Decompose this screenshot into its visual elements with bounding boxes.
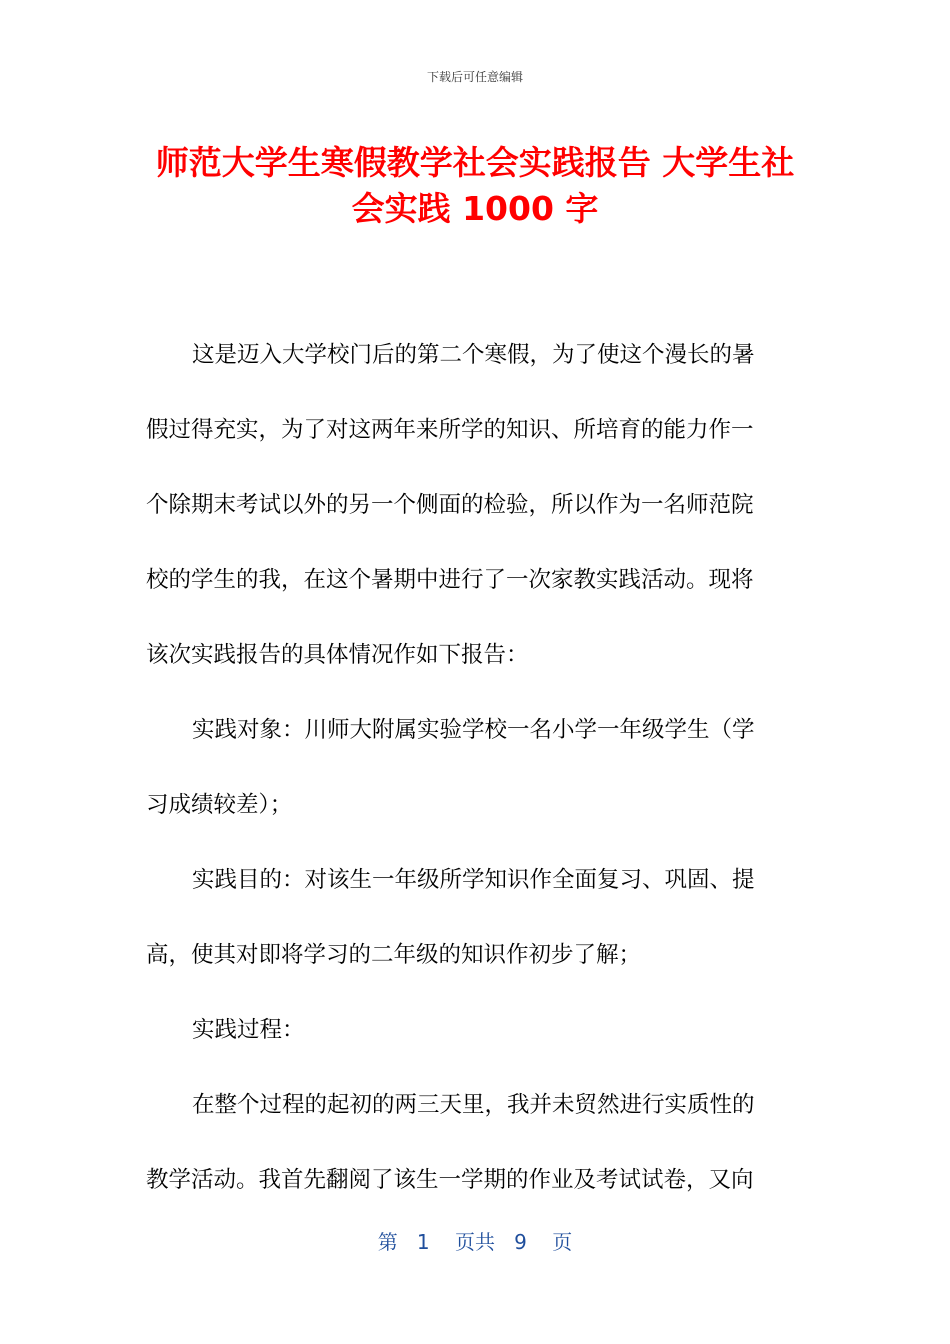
body-text [146,318,792,1218]
body-line: 校的学生的我，在这个暑期中进行了一次家教实践活动。现将 [146,567,754,593]
body-line: 在整个过程的起初的两三天里，我并未贸然进行实质性的 [192,1092,755,1118]
body-line: 习成绩较差）； [146,792,293,818]
body-line: 假过得充实，为了对这两年来所学的知识、所培育的能力作一 [146,417,754,443]
body-line: 实践过程： [192,1017,305,1043]
body-line: 高，使其对即将学习的二年级的知识作初步了解； [146,942,642,968]
title-line-2: 会实践 1000 字 [351,189,599,228]
footer-middle: 页共 [455,1230,495,1254]
body-line: 该次实践报告的具体情况作如下报告： [146,642,529,668]
body-line: 这是迈入大学校门后的第二个寒假，为了使这个漫长的暑 [192,342,755,368]
footer-prefix: 第 [377,1230,398,1254]
title-line-1: 师范大学生寒假教学社会实践报告 大学生社 [155,143,795,182]
footer-current-page: 1 [416,1230,430,1254]
header-note: 下载后可任意编辑 [426,70,523,84]
footer-total-pages: 9 [514,1230,527,1254]
footer-suffix: 页 [552,1230,573,1254]
body-line: 个除期末考试以外的另一个侧面的检验，所以作为一名师范院 [146,492,754,518]
body-line: 教学活动。我首先翻阅了该生一学期的作业及考试试卷，又向 [146,1167,754,1193]
body-line: 实践对象：川师大附属实验学校一名小学一年级学生（学 [192,717,755,743]
document-title [120,140,830,232]
page-footer [0,1226,950,1255]
body-line: 实践目的：对该生一年级所学知识作全面复习、巩固、提 [192,867,755,893]
